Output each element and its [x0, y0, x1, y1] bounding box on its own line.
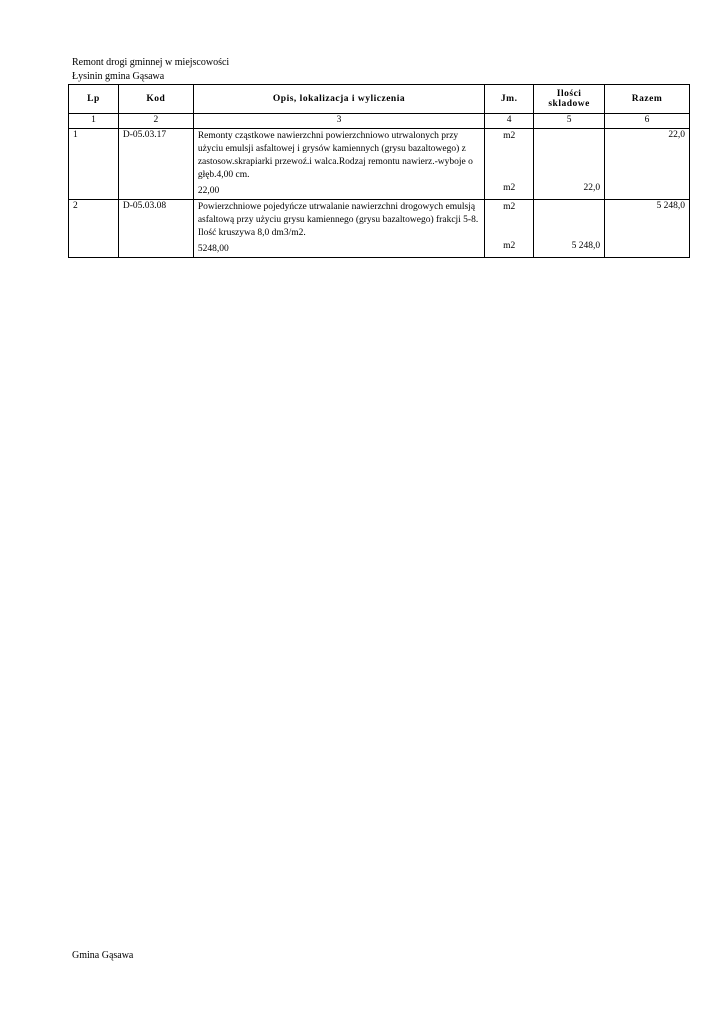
- unit-component: m2: [503, 183, 516, 193]
- col-number: 3: [193, 114, 484, 129]
- cell-lp: 2: [69, 200, 119, 258]
- cell-jm: [485, 200, 534, 258]
- unit: m2: [503, 131, 516, 141]
- component-quantity: 22,0: [583, 183, 601, 193]
- component-quantity: 5 248,0: [571, 241, 601, 251]
- page-footer: Gmina Gąsawa: [72, 950, 134, 961]
- col-header-kod: Kod: [118, 85, 193, 114]
- cell-ilosci: [534, 129, 605, 200]
- col-number: 4: [485, 114, 534, 129]
- col-header-razem: Razem: [605, 85, 690, 114]
- unit: m2: [503, 202, 516, 212]
- col-header-jm: Jm.: [485, 85, 534, 114]
- table-row: [69, 129, 690, 200]
- col-number: 1: [69, 114, 119, 129]
- col-header-ilosci: Ilości skladowe: [534, 85, 605, 114]
- col-header-opis: Opis, lokalizacja i wyliczenia: [193, 85, 484, 114]
- cell-kod: D-05.03.17: [118, 129, 193, 200]
- table-row: [69, 200, 690, 258]
- cell-lp: 1: [69, 129, 119, 200]
- unit-component: m2: [503, 241, 516, 251]
- col-number: 2: [118, 114, 193, 129]
- cell-ilosci: [534, 200, 605, 258]
- header-title: Remont drogi gminnej w miejscowości: [72, 57, 230, 68]
- item-description: Powierzchniowe pojedyńcze utrwalanie nawierzchni drogowych emulsją asfaltową przy użyciu grysu kamiennego (grysu bazaltowego) frakcji 5-8. Ilość kruszywa 8,0 dm3/m2.: [197, 202, 479, 238]
- col-header-lp: Lp: [69, 85, 119, 114]
- column-number-row: [69, 114, 690, 129]
- cell-razem: 5 248,0: [605, 200, 690, 258]
- col-number: 5: [534, 114, 605, 129]
- cell-razem: 22,0: [605, 129, 690, 200]
- cell-opis: [193, 129, 484, 200]
- cell-kod: D-05.03.08: [118, 200, 193, 258]
- document-header: [72, 56, 229, 84]
- cell-jm: [485, 129, 534, 200]
- header-location: Łysinin gmina Gąsawa: [72, 71, 165, 82]
- col-number: 6: [605, 114, 690, 129]
- item-description: Remonty cząstkowe nawierzchni powierzchniowo utrwalonych przy użyciu emulsji asfaltowej i grysów kamiennych (grysu bazaltowego) z zastosow.skrapiarki przewoź.i walca.Rodzaj remontu nawierz.-wyboje o głęb.4,00 cm.: [197, 131, 473, 180]
- cell-opis: [193, 200, 484, 258]
- cost-table: [68, 84, 690, 258]
- item-calculation: 22,00: [197, 186, 220, 196]
- table-header-row: [69, 85, 690, 114]
- item-calculation: 5248,00: [197, 244, 229, 254]
